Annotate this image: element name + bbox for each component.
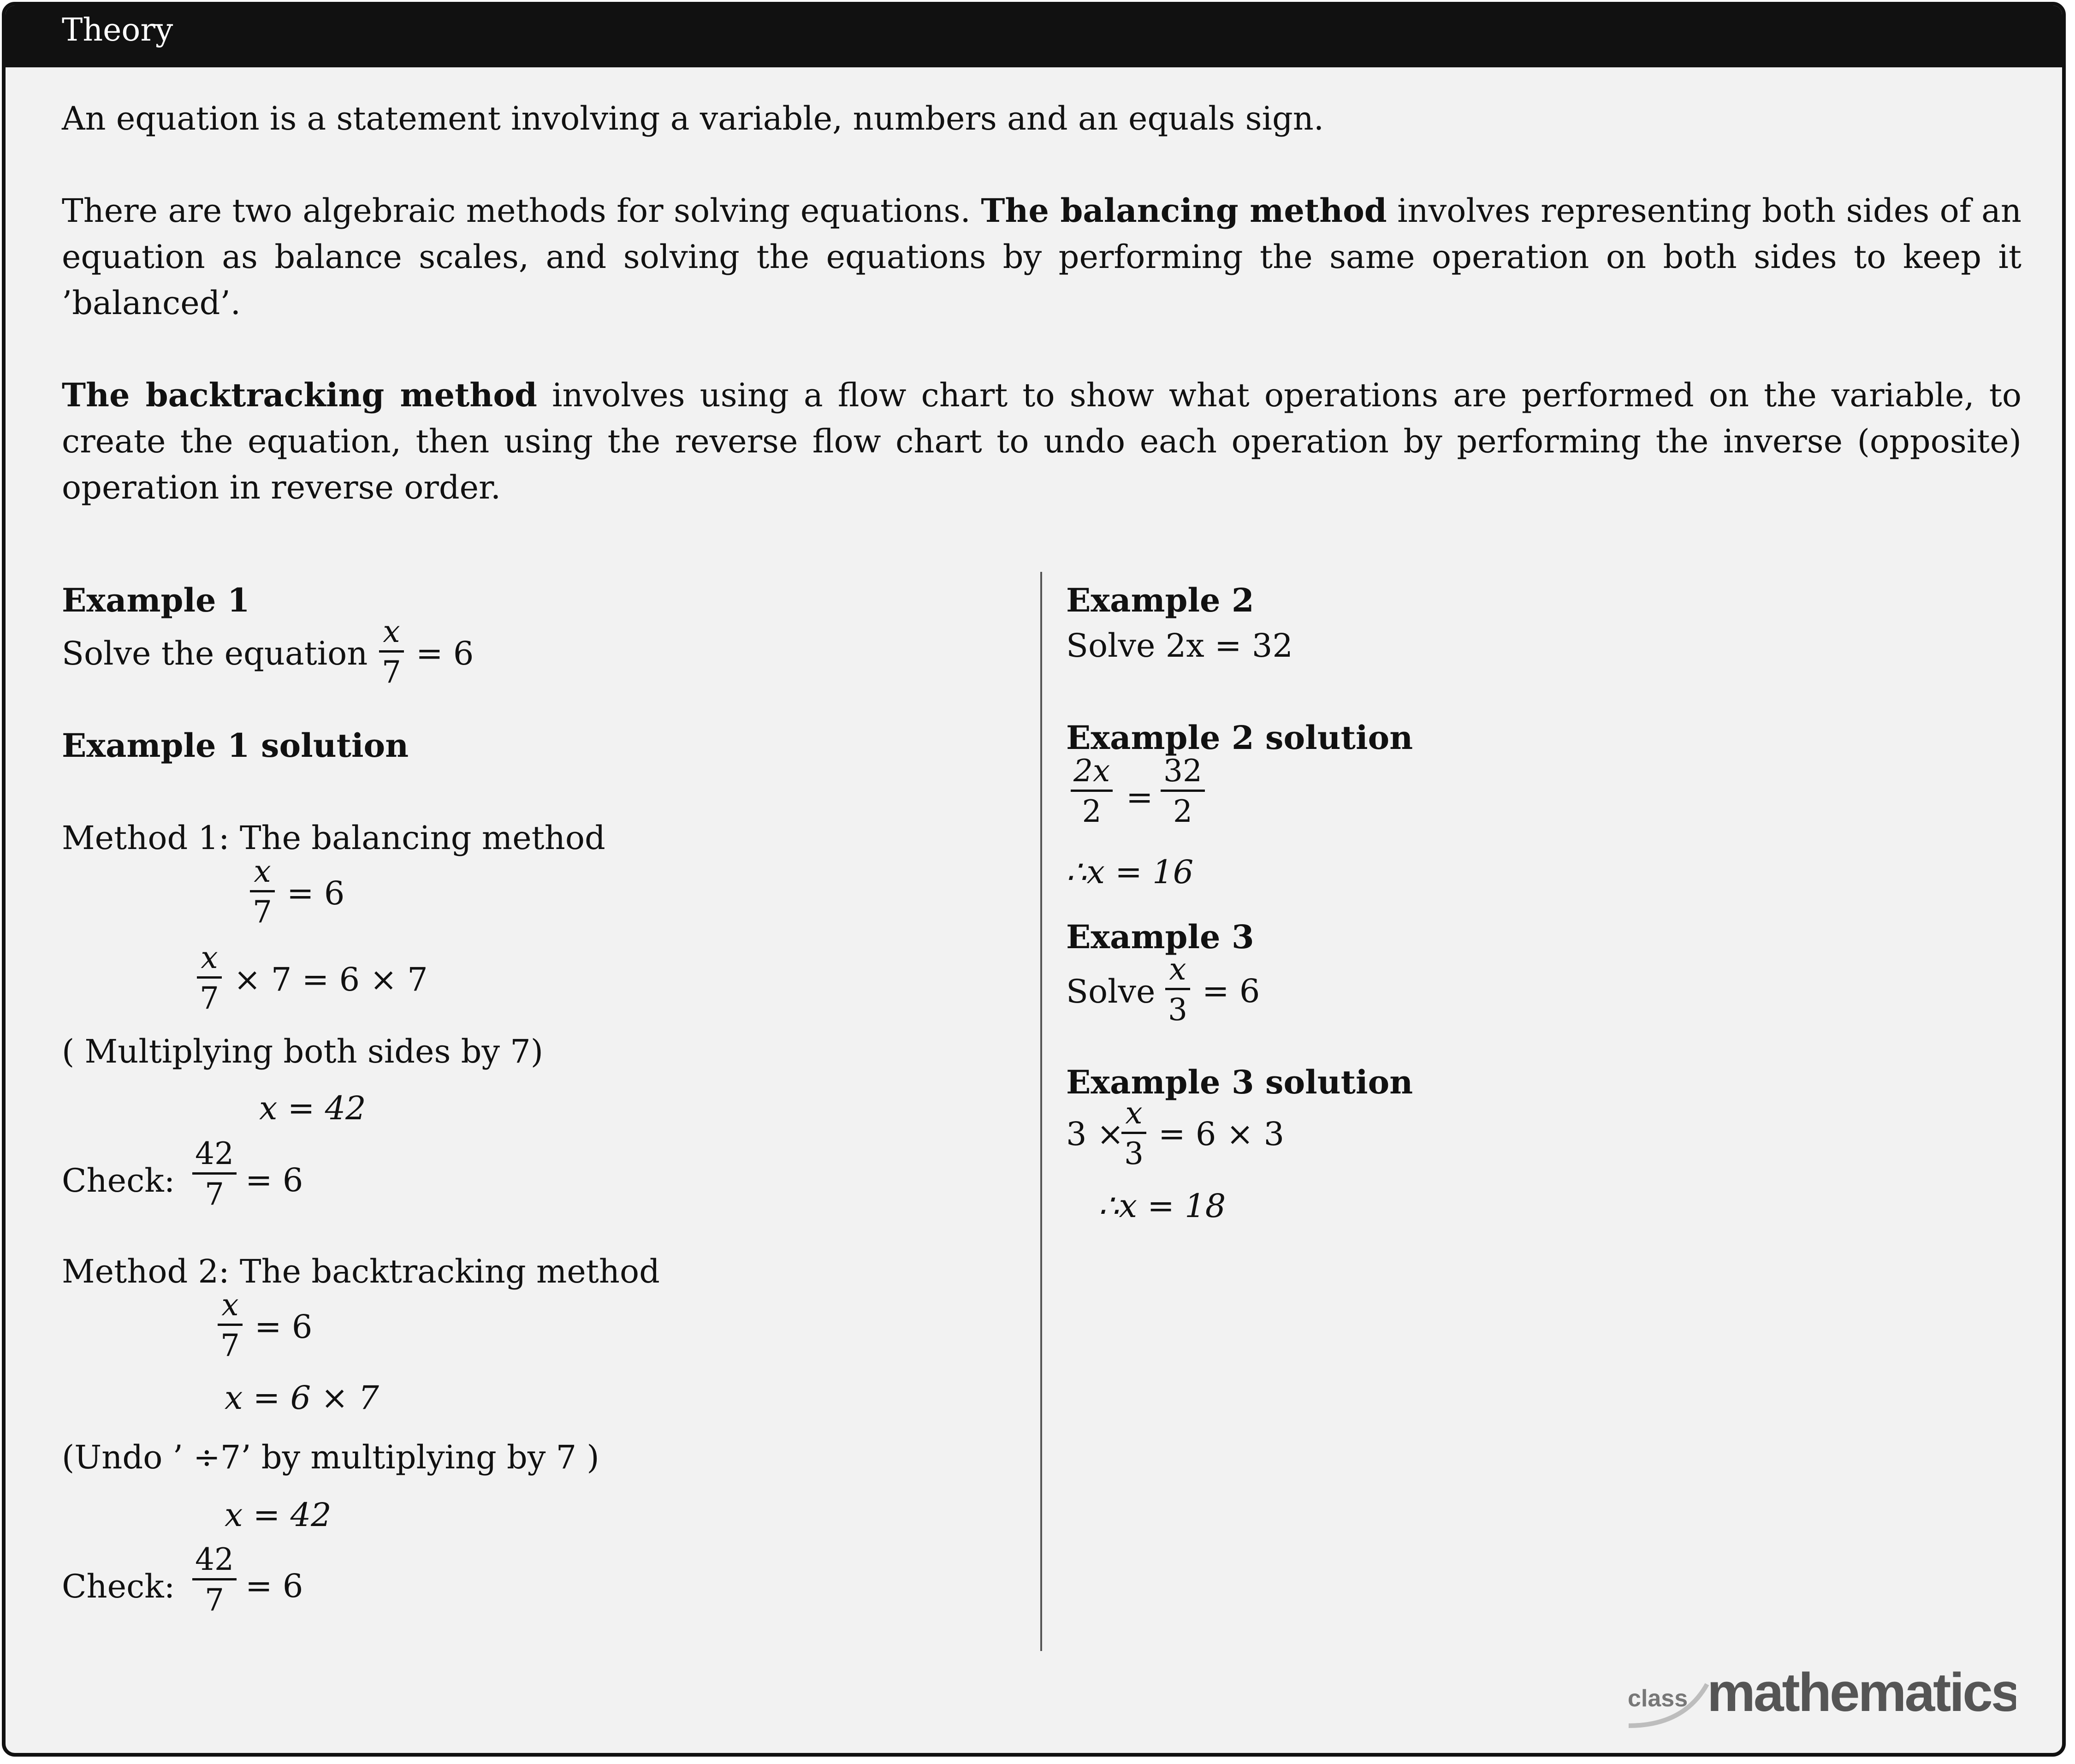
intro-p2-text-b: involves representing both sides of an equation as balance scales, and solving the equations by performing the same operation on both sides to keep it ’balanced’. (62, 192, 2022, 322)
intro-paragraph-3 (62, 372, 2022, 511)
intro-p2-text-a: There are two algebraic methods for solving equations. (62, 192, 971, 230)
fraction-denominator: 3 (1124, 1136, 1144, 1171)
method-1-heading: Method 1: The balancing method (62, 819, 605, 857)
logo-swoosh-icon (1619, 1657, 2016, 1730)
fraction-numerator: 32 (1161, 753, 1205, 792)
example-3-title: Example 3 (1066, 918, 1254, 956)
fraction-denominator: 7 (253, 894, 272, 930)
intro-p3-text-b: involves using a flow chart to show what operations are performed on the variable, to create the equation, then using the reverse flow chart to undo each operation by performing the inverse (opposite) operation in reverse order. (62, 376, 2022, 506)
example-2-equals: = (1126, 778, 1153, 816)
method-2-heading: Method 2: The backtracking method (62, 1253, 660, 1290)
fraction-numerator: x (1165, 951, 1190, 990)
fraction-numerator: x (218, 1287, 243, 1326)
fraction-denominator: 2 (1173, 794, 1192, 829)
method-2-step-1-rhs: = 6 (255, 1308, 313, 1346)
method-1-check-label: Check: (62, 1162, 175, 1200)
class-mathematics-logo (1619, 1657, 2016, 1730)
example-3-equals: = 6 (1202, 972, 1260, 1010)
example-1-equals: = 6 (416, 635, 474, 672)
example-3-step-lhs: 3 × (1066, 1115, 1124, 1153)
fraction-denominator: 7 (200, 980, 219, 1016)
example-2-title: Example 2 (1066, 581, 1254, 619)
fraction-denominator: 7 (204, 1582, 224, 1618)
fraction-denominator: 2 (1082, 794, 1102, 829)
example-2-lhs-fraction (1071, 753, 1113, 832)
method-1-note: ( Multiplying both sides by 7) (62, 1033, 544, 1070)
example-2-solution-title: Example 2 solution (1066, 719, 1413, 757)
example-1-fraction (379, 613, 404, 692)
fraction-denominator: 7 (204, 1176, 224, 1212)
fraction-denominator: 3 (1168, 992, 1187, 1028)
example-1-prompt: Solve the equation (62, 635, 368, 672)
example-2-prompt: Solve 2x = 32 (1066, 627, 1293, 665)
method-2-check-label: Check: (62, 1568, 175, 1605)
example-2-result: ∴x = 16 (1066, 853, 1194, 891)
example-3-step-fraction (1121, 1095, 1146, 1174)
method-1-step-1-fraction (250, 853, 275, 932)
fraction-numerator: 42 (192, 1541, 237, 1580)
method-1-step-2-fraction (197, 939, 222, 1018)
fraction-numerator: 42 (192, 1135, 237, 1175)
method-2-step-2: x = 6 × 7 (225, 1379, 379, 1417)
example-1-title: Example 1 (62, 581, 250, 619)
method-2-check-rhs: = 6 (245, 1567, 303, 1605)
fraction-denominator: 7 (382, 654, 401, 690)
fraction-numerator: x (379, 613, 404, 653)
method-2-check-fraction (192, 1541, 237, 1620)
logo-word: mathematics (1707, 1662, 2016, 1723)
intro-paragraph-1: An equation is a statement involving a variable, numbers and an equals sign. (62, 100, 1324, 137)
fraction-numerator: x (1121, 1095, 1146, 1134)
fraction-numerator: x (197, 939, 222, 979)
example-3-prompt: Solve (1066, 973, 1156, 1010)
method-2-result: x = 42 (225, 1496, 332, 1534)
example-3-result: ∴x = 18 (1098, 1187, 1226, 1225)
fraction-numerator: x (250, 853, 275, 892)
method-2-step-1-fraction (218, 1287, 243, 1366)
method-1-step-2-rhs: × 7 = 6 × 7 (234, 961, 428, 998)
theory-card (2, 2, 2066, 1757)
backtracking-method-term: The backtracking method (62, 376, 537, 414)
method-2-note: (Undo ’ ÷7’ by multiplying by 7 ) (62, 1438, 599, 1476)
balancing-method-term: The balancing method (981, 191, 1387, 230)
method-1-result: x = 42 (259, 1089, 366, 1127)
fraction-denominator: 7 (220, 1328, 240, 1363)
column-divider (1040, 572, 1042, 1651)
fraction-numerator: 2x (1071, 753, 1113, 792)
example-3-fraction (1165, 951, 1190, 1030)
intro-paragraph-2 (62, 188, 2022, 326)
example-3-solution-title: Example 3 solution (1066, 1063, 1413, 1101)
method-1-step-1-rhs: = 6 (287, 874, 345, 912)
example-1-solution-title: Example 1 solution (62, 726, 409, 765)
example-3-step-rhs: = 6 × 3 (1158, 1115, 1285, 1153)
method-1-check-fraction (192, 1135, 237, 1214)
header-title: Theory (62, 12, 173, 48)
method-1-check-rhs: = 6 (245, 1161, 303, 1199)
logo-prefix: class (1628, 1685, 1688, 1712)
example-2-rhs-fraction (1161, 753, 1205, 832)
card-header (6, 6, 2062, 67)
